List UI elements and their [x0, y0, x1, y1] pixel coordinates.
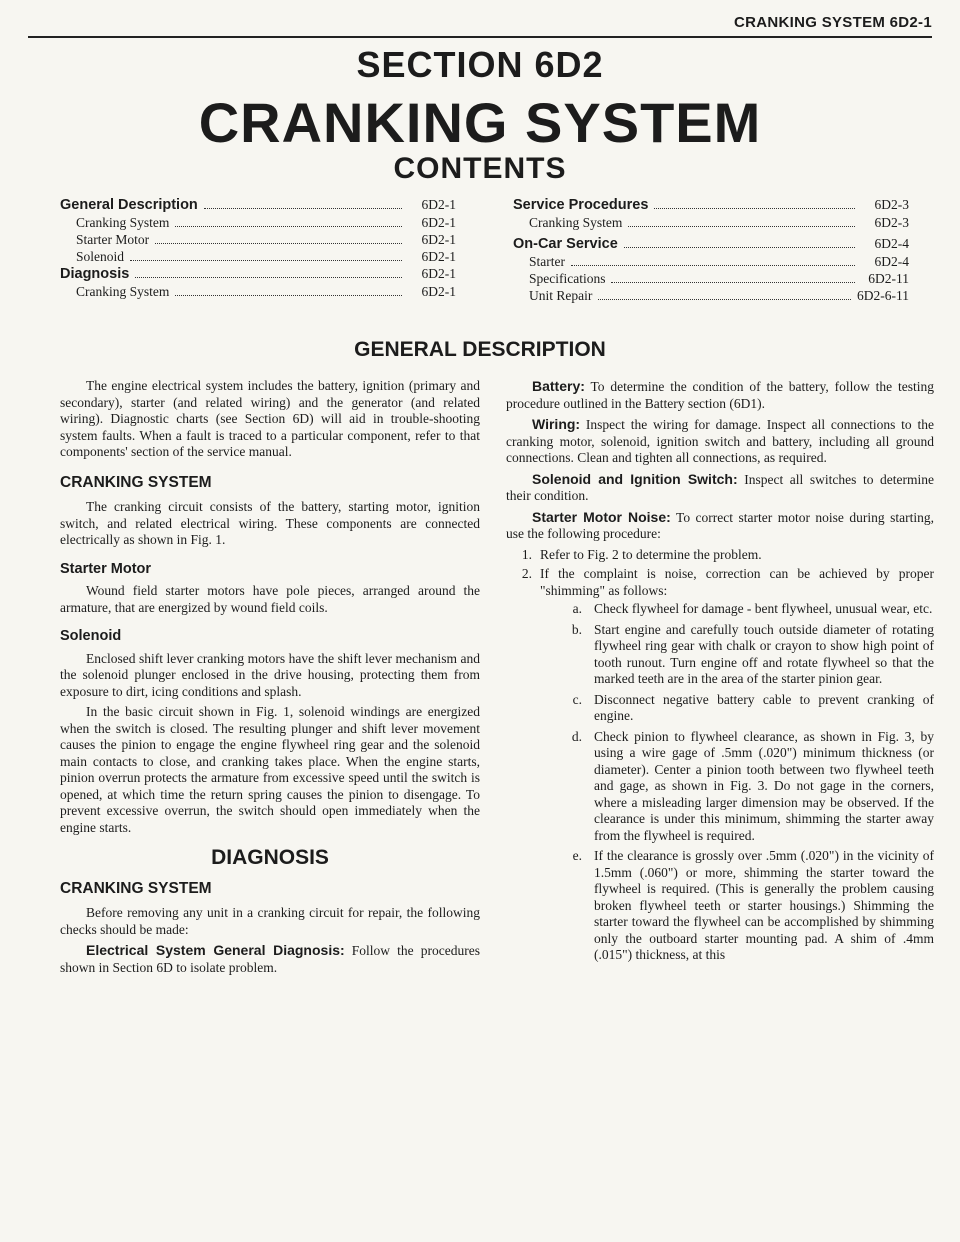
- sublist-item: [540, 729, 934, 845]
- toc-entry-label: Specifications: [529, 271, 606, 286]
- sublist-item-text: If the clearance is grossly over .5mm (.020") in the vicinity of 1.5mm (.060") or more, shimming the starter toward the flywheel is required. (This is generally the problem causing broken flywheel teeth or starter housings.) Shimming the starter toward the flywheel can be accomplished by shimming only the outboard starter mounting pad. A shim of .4mm (.015") thickness, at this: [594, 848, 934, 962]
- body-right-column: [506, 378, 934, 971]
- toc-entry-page: 6D2-1: [421, 249, 456, 264]
- toc-leader: [175, 295, 402, 296]
- toc-entry[interactable]: [60, 231, 456, 248]
- toc-leader: [654, 208, 855, 209]
- section-number: SECTION 6D2: [356, 44, 604, 85]
- sublist-item-text: Check pinion to flywheel clearance, as shown in Fig. 3, by using a wire gage of .5mm (.020") minimum thickness (or diameter). Center a pinion tooth between two flywheel teeth and gage, as shown in Fig. 3. Do not gage in the corners, where a misleading larger dimension may be observed. If the clearance is under this minimum, shimming the starter away from the flywheel is required.: [594, 728, 934, 843]
- general-description-heading: GENERAL DESCRIPTION: [354, 338, 606, 361]
- toc-leader: [624, 247, 855, 248]
- solenoid-paragraph: Enclosed shift lever cranking motors have the shift lever mechanism and the solenoid plunger enclosed in the drive housing, protecting them from exposure to dirt, icing conditions and splash.: [60, 650, 480, 699]
- toc-right-column: [513, 196, 909, 304]
- toc-entry[interactable]: [513, 235, 909, 253]
- sublist-item: [540, 692, 934, 725]
- battery-text: To determine the condition of the battery, follow the testing procedure outlined in the Battery section (6D1).: [506, 379, 934, 411]
- toc-leader: [175, 226, 402, 227]
- switch-lead: Solenoid and Ignition Switch:: [532, 470, 738, 487]
- toc-entry-label: Cranking System: [76, 284, 170, 299]
- intro-paragraph: The engine electrical system includes the battery, ignition (primary and secondary), starter (and related wiring) and the generator (and related wiring). Diagnostic charts (see Section 6D) will aid in trouble-shooting system faults. When a fault is traced to a particular component, refer to that components' section of the service manual.: [60, 378, 480, 459]
- running-header: CRANKING SYSTEM 6D2-1: [734, 14, 932, 31]
- toc-entry[interactable]: [60, 196, 456, 214]
- electrical-diagnosis-text: Follow the procedures shown in Section 6D to isolate problem.: [60, 943, 480, 975]
- wiring-text: Inspect the wiring for damage. Inspect all connections to the cranking motor, solenoid, ignition switch and battery, including all ground connections. Clean and tighten all connections, as required.: [506, 417, 934, 465]
- toc-entry[interactable]: [60, 283, 456, 300]
- noise-lead: Starter Motor Noise:: [532, 508, 671, 525]
- toc-entry[interactable]: [60, 214, 456, 231]
- cranking-system-paragraph: The cranking circuit consists of the battery, starting motor, ignition switch, and related electrical wiring. These components are connected electrically as shown in Fig. 1.: [60, 499, 480, 547]
- toc-entry[interactable]: [60, 265, 456, 283]
- list-item-number: 1.: [521, 546, 532, 562]
- switch-text: Inspect all switches to determine their condition.: [506, 471, 934, 503]
- starter-motor-heading: Starter Motor: [60, 560, 152, 577]
- toc-entry-page: 6D2-1: [421, 197, 456, 212]
- list-item: [506, 547, 934, 564]
- sublist-item-text: Start engine and carefully touch outside diameter of rotating flywheel ring gear with chalk or crayon to show high point of tooth runout. Turn engine off and rotate flywheel so that the marked teeth are in the area of the starter pinion gear.: [594, 621, 934, 686]
- toc-entry-page: 6D2-4: [874, 254, 909, 269]
- electrical-diagnosis-paragraph: [60, 942, 480, 976]
- toc-entry-page: 6D2-1: [421, 232, 456, 247]
- diagnosis-heading: DIAGNOSIS: [211, 846, 329, 869]
- diagnosis-cranking-heading: CRANKING SYSTEM: [60, 879, 212, 897]
- sublist-item-text: Disconnect negative battery cable to prevent cranking of engine.: [594, 691, 934, 723]
- list-item-body: [540, 566, 934, 968]
- toc-leader: [135, 277, 402, 278]
- toc-leader: [598, 299, 851, 300]
- toc-entry-label: General Description: [60, 197, 198, 213]
- toc-entry-label: Starter Motor: [76, 232, 150, 247]
- toc-leader: [204, 208, 402, 209]
- sublist-item: [540, 601, 934, 618]
- battery-lead: Battery:: [532, 378, 585, 394]
- toc-entry-label: Cranking System: [529, 215, 623, 230]
- page-title: CRANKING SYSTEM: [198, 91, 762, 154]
- solenoid-heading: Solenoid: [60, 628, 122, 644]
- sublist-item: [540, 848, 934, 964]
- starter-motor-paragraph: Wound field starter motors have pole pieces, arranged around the armature, that are energized by wound field coils.: [60, 583, 480, 615]
- procedure-list: [506, 547, 934, 968]
- toc-entry[interactable]: [513, 253, 909, 270]
- toc-entry-page: 6D2-4: [874, 236, 909, 251]
- battery-paragraph: [506, 378, 934, 412]
- toc-entry-label: Starter: [529, 254, 565, 269]
- toc-leader: [155, 243, 402, 244]
- toc-entry-page: 6D2-3: [874, 197, 909, 212]
- toc-entry[interactable]: [60, 248, 456, 265]
- toc-entry-label: On-Car Service: [513, 236, 618, 252]
- toc-entry[interactable]: [513, 270, 909, 287]
- sublist-item-letter: b.: [571, 621, 582, 637]
- sublist-item-letter: c.: [572, 691, 582, 707]
- list-item-text: If the complaint is noise, correction can be achieved by proper "shimming" as follows:: [540, 566, 934, 598]
- toc-entry-page: 6D2-3: [874, 215, 909, 230]
- noise-text: To correct starter motor noise during starting, use the following procedure:: [506, 509, 934, 541]
- toc-entry-page: 6D2-1: [421, 215, 456, 230]
- toc-entry-page: 6D2-1: [421, 266, 456, 281]
- sublist-item: [540, 622, 934, 688]
- sublist-item-letter: a.: [572, 601, 582, 616]
- toc-leader: [611, 282, 855, 283]
- shimming-sublist: [540, 601, 934, 964]
- toc-leader: [571, 265, 855, 266]
- electrical-diagnosis-lead: Electrical System General Diagnosis:: [86, 942, 345, 958]
- switch-paragraph: [506, 471, 934, 505]
- toc-leader: [130, 260, 402, 261]
- toc-entry[interactable]: [513, 196, 909, 214]
- list-item-text: Refer to Fig. 2 to determine the problem.: [540, 546, 762, 562]
- toc-entry[interactable]: [513, 214, 909, 231]
- wiring-paragraph: [506, 416, 934, 467]
- toc-entry-page: 6D2-11: [868, 271, 909, 286]
- toc-entry-label: Solenoid: [76, 249, 125, 264]
- toc-entry-label: Service Procedures: [513, 197, 649, 213]
- toc-entry-label: Unit Repair: [529, 288, 593, 303]
- list-item-number: 2.: [521, 566, 532, 581]
- diagnosis-paragraph: Before removing any unit in a cranking circuit for repair, the following checks should be made:: [60, 905, 480, 937]
- toc-entry[interactable]: [513, 287, 909, 304]
- cranking-system-heading: CRANKING SYSTEM: [60, 473, 212, 491]
- toc-left-column: [60, 196, 456, 300]
- toc-entry-label: Diagnosis: [60, 266, 130, 282]
- header-rule: [28, 36, 932, 38]
- list-item: [506, 566, 934, 968]
- sublist-item-letter: d.: [571, 728, 582, 744]
- toc-entry-page: 6D2-6-11: [857, 288, 909, 303]
- toc-entry-page: 6D2-1: [421, 284, 456, 299]
- wiring-lead: Wiring:: [532, 416, 581, 432]
- noise-paragraph: [506, 509, 934, 543]
- contents-heading: CONTENTS: [393, 152, 567, 185]
- solenoid-paragraph: In the basic circuit shown in Fig. 1, solenoid windings are energized when the switch is closed. The resulting plunger and shift lever movement causes the pinion to engage the engine flywheel ring gear and the solenoid main contacts to close, and cranking takes place. When the engine starts, pinion overrun protects the armature from excessive speed until the switch is opened, at which time the return spring causes the pinion to disengage. To prevent excessive overrun, the switch should open immediately when the engine starts.: [60, 704, 480, 835]
- sublist-item-text: Check flywheel for damage - bent flywheel, unusual wear, etc.: [594, 601, 933, 616]
- body-left-column: [60, 378, 480, 980]
- toc-entry-label: Cranking System: [76, 215, 170, 230]
- sublist-item-letter: e.: [572, 848, 582, 863]
- toc-leader: [628, 226, 855, 227]
